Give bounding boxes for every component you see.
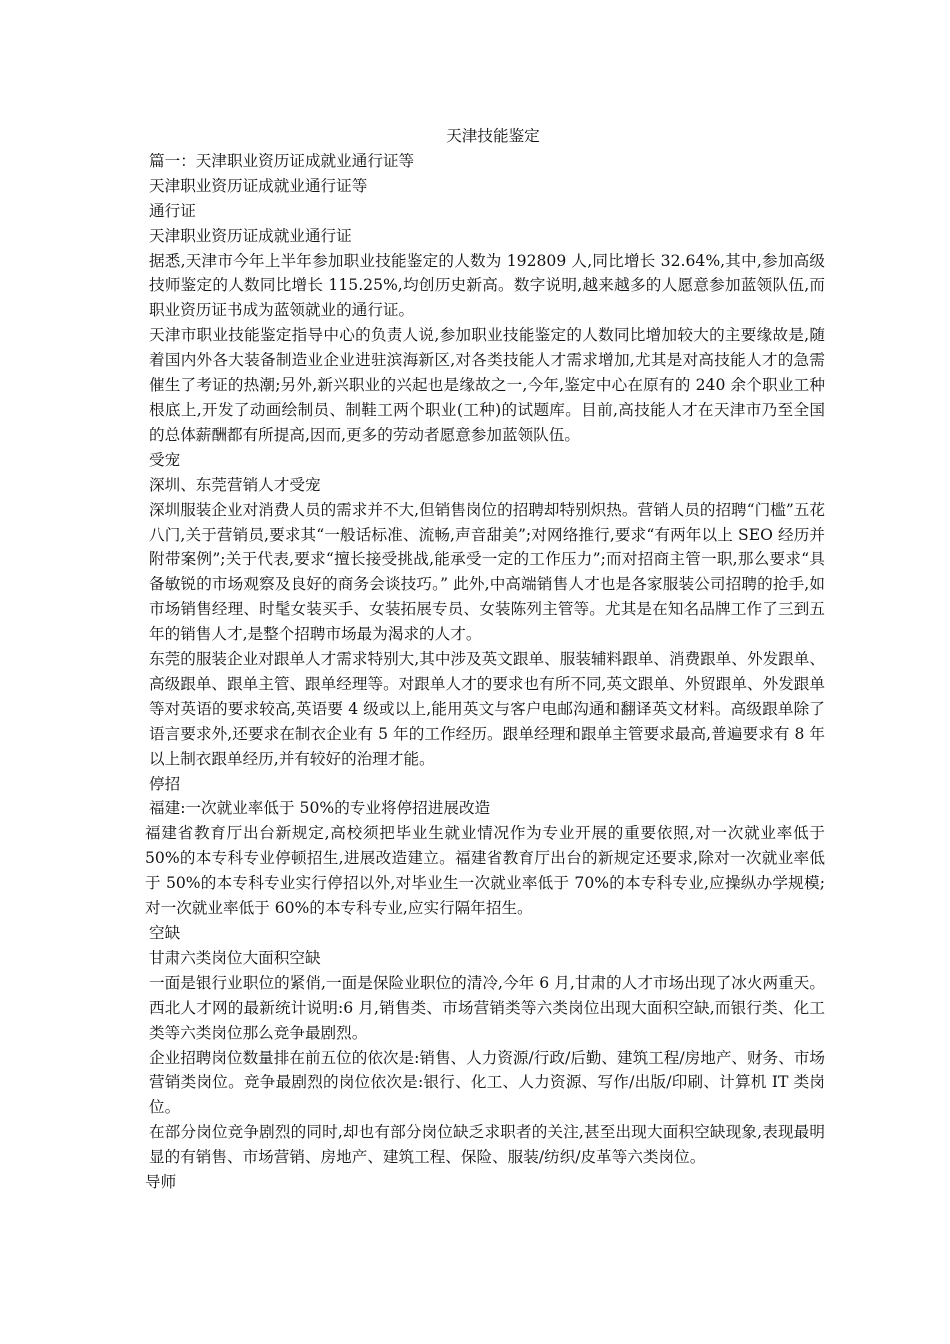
paragraph: 福建省教育厅出台新规定,高校须把毕业生就业情况作为专业开展的重要依照,对一次就业率低于 50%的本专科专业停顿招生,进展改造建立。福建省教育厅出台的新规定还要求,除对一次就业率低于 50%的本专科专业实行停招以外,对毕业生一次就业率低于 70%的本专科专业,应操纵办学规模;对一次就业率低于 60%的本专科专业,应实行隔年招生。 [145,824,825,918]
paragraph: 企业招聘岗位数量排在前五位的依次是:销售、人力资源/行政/后勤、建筑工程/房地产、财务、市场营销类岗位。竞争最剧烈的岗位依次是:银行、化工、人力资源、写作/出版/印刷、计算机 IT 类岗位。 [149,1048,825,1117]
section-heading: 导师 [145,1173,177,1192]
paragraph: 东莞的服装企业对跟单人才需求特别大,其中涉及英文跟单、服装辅料跟单、消费跟单、外发跟单、高级跟单、跟单主管、跟单经理等。对跟单人才的要求也有所不同,英文跟单、外贸跟单、外发跟单等对英语的要求较高,英语要 4 级或以上,能用英文与客户电邮沟通和翻译英文材料。高级跟单除了语言要求外,还要求在制衣企业有 5 年的工作经历。跟单经理和跟单主管要求最高,普遍要求有 8 年以上制衣跟单经历,并有较好的治理才能。 [149,650,825,768]
paragraph: 据悉,天津市今年上半年参加职业技能鉴定的人数为 192809 人,同比增长 32.64%,其中,参加高级技师鉴定的人数同比增长 115.25%,均创历史新高。数字说明,越来越多的人愿意参加蓝领队伍,而职业资历证书成为蓝领就业的通行证。 [149,251,825,320]
section-heading: 天津职业资历证成就业通行证等 [149,176,368,195]
paragraph: 在部分岗位竞争剧烈的同时,却也有部分岗位缺乏求职者的关注,甚至出现大面积空缺现象,表现最明显的有销售、市场营销、房地产、建筑工程、保险、服装/纺织/皮革等六类岗位。 [149,1123,825,1167]
document-title: 天津技能鉴定 [446,127,540,145]
section-heading: 停招 [149,774,181,793]
section-heading: 篇一：天津职业资历证成就业通行证等 [149,151,415,170]
section-heading: 甘肃六类岗位大面积空缺 [149,948,321,967]
section-heading: 深圳、东莞营销人才受宠 [149,475,321,494]
paragraph: 深圳服装企业对消费人员的需求并不大,但销售岗位的招聘却特别炽热。营销人员的招聘“门槛”五花八门,关于营销员,要求其“一般话标准、流畅,声音甜美”;对网络推行,要求“有两年以上 SEO 经历并附带案例”;关于代表,要求“擅长接受挑战,能承受一定的工作压力”;而对招商主管一职,那么要求“具备敏锐的市场观察及良好的商务会谈技巧。” 此外,中高端销售人才也是各家服装公司招聘的抢手,如市场销售经理、时髦女装买手、女装拓展专员、女装陈列主管等。尤其是在知名品牌工作了三到五年的销售人才,是整个招聘市场最为渴求的人才。 [149,500,825,644]
section-heading: 福建:一次就业率低于 50%的专业将停招进展改造 [149,799,491,818]
section-heading: 受宠 [149,450,181,469]
paragraph: 天津市职业技能鉴定指导中心的负责人说,参加职业技能鉴定的人数同比增加较大的主要缘故是,随着国内外各大装备制造业企业进驻滨海新区,对各类技能人才需求增加,尤其是对高技能人才的急需催生了考证的热潮;另外,新兴职业的兴起也是缘故之一,今年,鉴定中心在原有的 240 余个职业工种根底上,开发了动画绘制员、制鞋工两个职业(工种)的试题库。目前,高技能人才在天津市乃至全国的总体薪酬都有所提高,因而,更多的劳动者愿意参加蓝领队伍。 [149,326,825,444]
document-page [145,124,825,1195]
section-heading: 空缺 [149,924,181,942]
section-heading: 通行证 [149,201,196,220]
section-heading: 天津职业资历证成就业通行证 [149,226,352,245]
paragraph: 一面是银行业职位的紧俏,一面是保险业职位的清冷,今年 6 月,甘肃的人才市场出现了冰火两重天。西北人才网的最新统计说明:6 月,销售类、市场营销类等六类岗位出现大面积空缺,而银行类、化工类等六类岗位那么竞争最剧烈。 [149,973,825,1042]
